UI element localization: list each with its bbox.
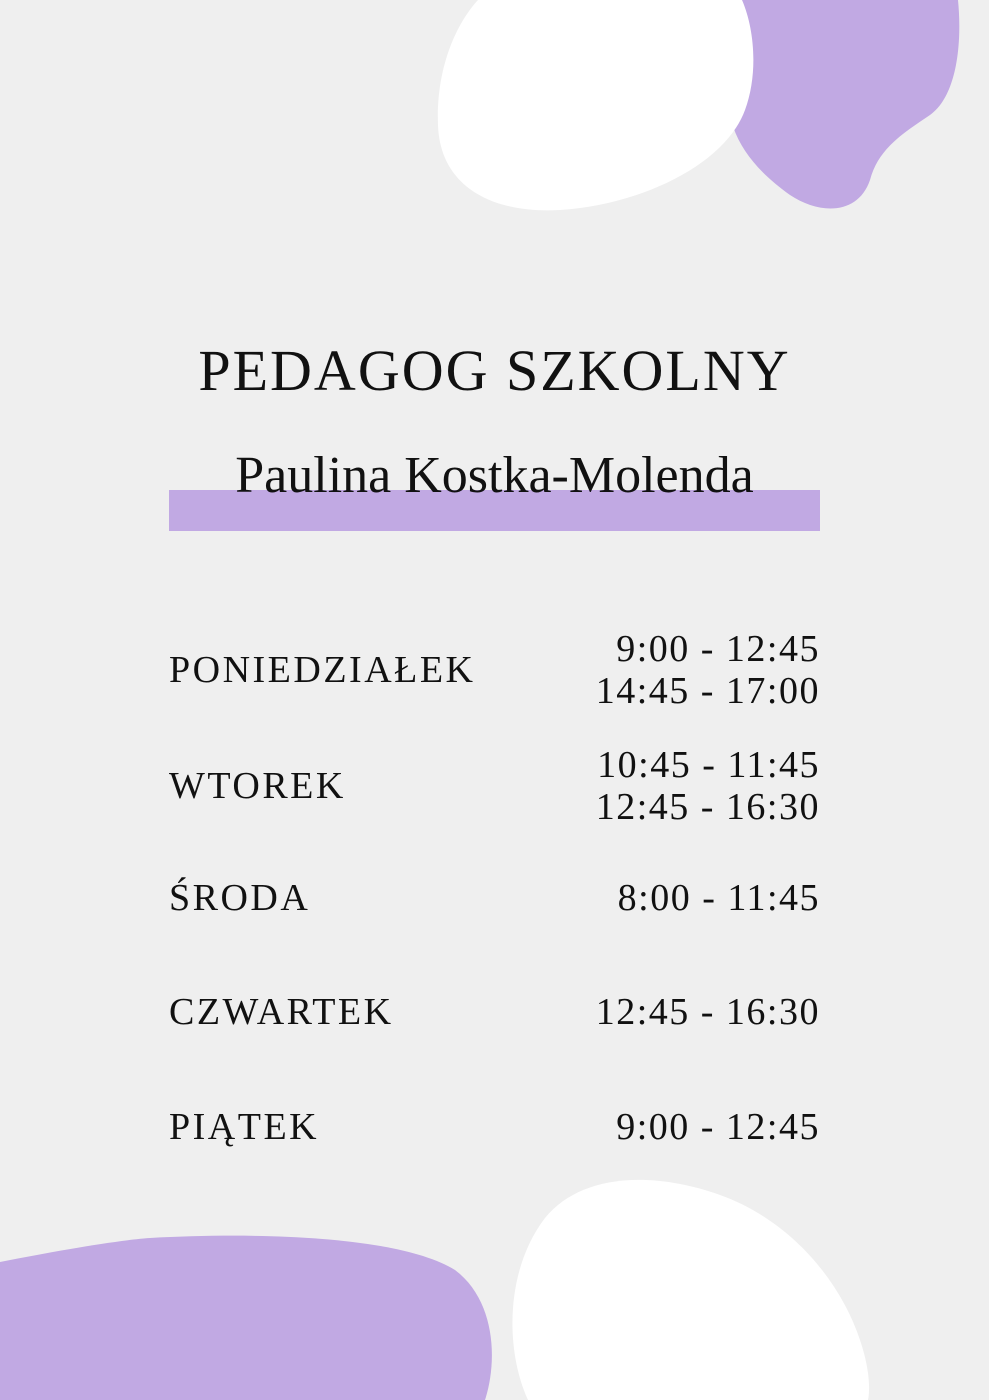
time-slots (618, 877, 820, 919)
schedule-row-wtorek (169, 744, 820, 828)
schedule-row-sroda (169, 876, 820, 920)
time-slot: 9:00 - 12:45 (616, 1106, 820, 1148)
day-label: WTOREK (169, 765, 346, 807)
schedule-row-czwartek (169, 990, 820, 1034)
day-label: PONIEDZIAŁEK (169, 649, 476, 691)
time-slot: 12:45 - 16:30 (595, 991, 820, 1033)
time-slot: 8:00 - 11:45 (617, 877, 820, 919)
day-label: ŚRODA (169, 877, 311, 919)
time-slot: 10:45 - 11:45 (597, 744, 820, 786)
schedule-row-poniedzialek (169, 628, 820, 712)
page-title: PEDAGOG SZKOLNY (198, 338, 791, 403)
day-label: PIĄTEK (169, 1106, 320, 1148)
time-slot: 14:45 - 17:00 (595, 670, 820, 712)
time-slots (596, 628, 820, 712)
time-slot: 9:00 - 12:45 (616, 628, 820, 670)
person-name: Paulina Kostka-Molenda (235, 447, 754, 504)
time-slot: 12:45 - 16:30 (595, 786, 820, 828)
time-slots (616, 1106, 820, 1148)
time-slots (596, 744, 820, 828)
schedule-row-piatek (169, 1105, 820, 1149)
day-label: CZWARTEK (169, 991, 394, 1033)
time-slots (596, 991, 820, 1033)
